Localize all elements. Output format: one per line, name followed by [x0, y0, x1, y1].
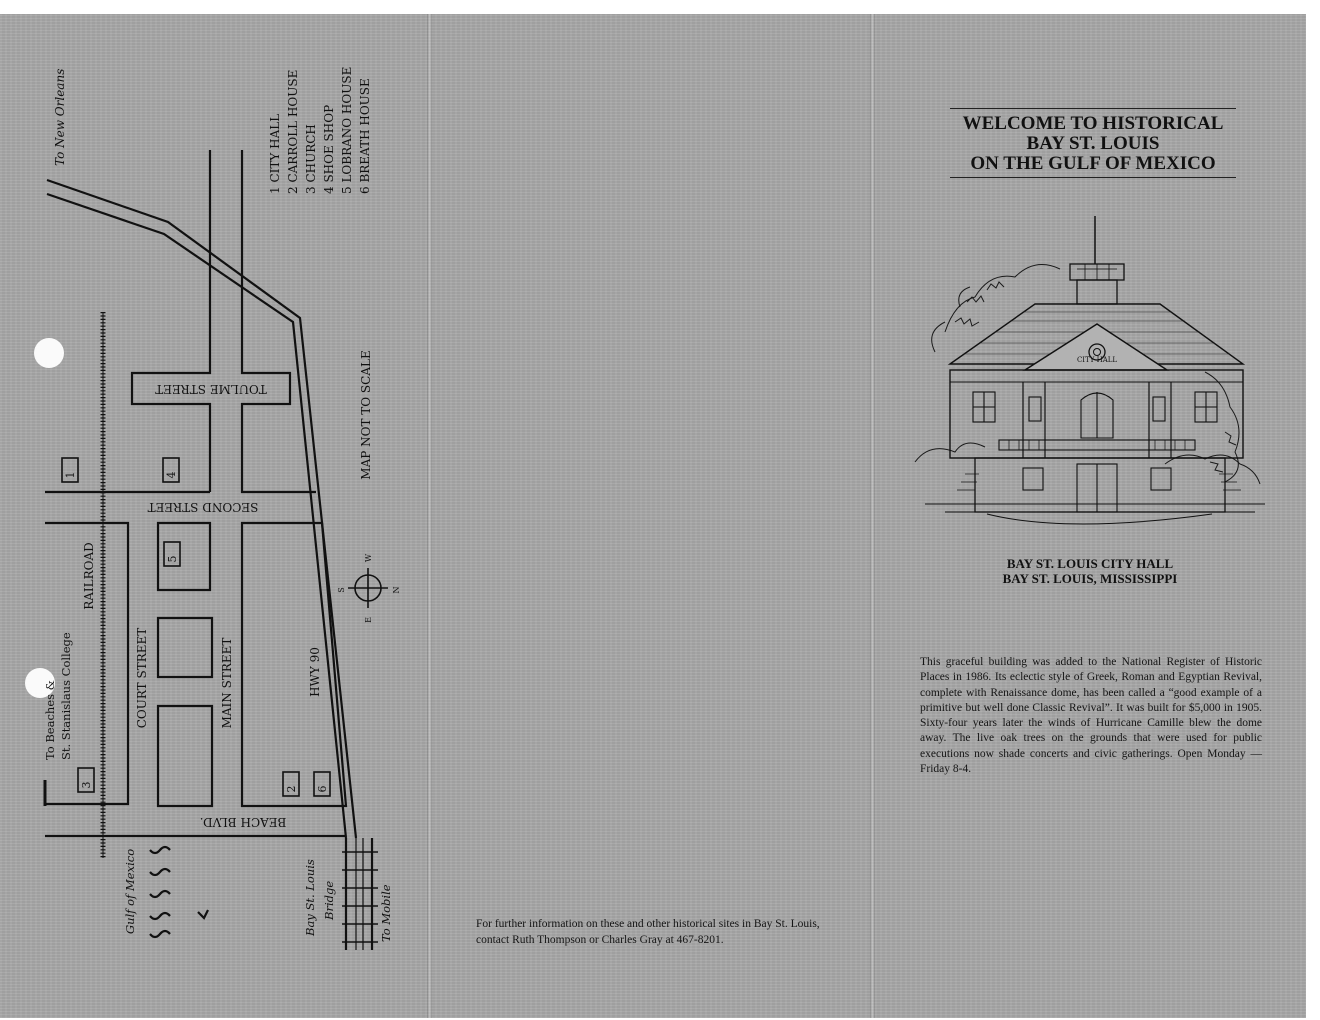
legend-item: 3 CHURCH — [304, 124, 318, 194]
compass-n: N — [392, 586, 401, 594]
gulf-waves — [150, 847, 208, 937]
label-bay-st-louis: Bay St. Louis — [303, 859, 317, 936]
road-new-orleans-inner — [47, 194, 346, 838]
pediment-city-hall: CITY HALL — [1076, 356, 1118, 364]
label-court-street: COURT STREET — [135, 627, 149, 729]
compass-s: S — [337, 587, 346, 593]
legend-item: 6 BREATH HOUSE — [358, 78, 372, 194]
label-main-street: MAIN STREET — [220, 637, 234, 729]
label-hwy-90: HWY 90 — [308, 647, 322, 697]
marker-2: 2 — [285, 785, 298, 793]
welcome-title — [950, 108, 1236, 178]
label-to-new-orleans: To New Orleans — [53, 68, 67, 166]
caption-line: BAY ST. LOUIS, MISSISSIPPI — [1002, 571, 1178, 586]
label-to-mobile: To Mobile — [379, 884, 393, 942]
fold-line-right — [870, 14, 875, 1018]
marker-5: 5 — [166, 555, 179, 563]
label-beach-blvd: BEACH BLVD. — [199, 815, 287, 829]
welcome-line: BAY ST. LOUIS — [1026, 133, 1160, 154]
street-map — [0, 0, 427, 1020]
legend-item: 5 LOBRANO HOUSE — [340, 66, 354, 194]
contact-info: For further information on these and other historical sites in Bay St. Louis, contact Ruth Thompson or Charles Gray at 467-8201. — [476, 918, 820, 946]
label-to-beaches: To Beaches & — [43, 680, 57, 760]
marker-4: 4 — [165, 471, 178, 479]
legend — [268, 67, 372, 194]
illustration-caption — [940, 556, 1240, 586]
label-second-street: SECOND STREET — [147, 500, 259, 514]
compass-icon — [348, 568, 388, 608]
oak-trees — [915, 265, 1260, 485]
legend-item: 4 SHOE SHOP — [322, 104, 336, 194]
label-st-stanislaus: St. Stanislaus College — [59, 632, 73, 760]
compass-w: W — [364, 553, 373, 563]
legend-item: 1 CITY HALL — [268, 113, 282, 194]
marker-6: 6 — [316, 785, 329, 793]
city-hall-description: This graceful building was added to the National Register of Historic Places in 1986. Its eclectic style of Greek, Roman and Egyptian Revival, complete with Renaissance dome, has been called a “good example of a primitive but well done Classic Revival”. It was built for $5,000 in 1905. Sixty-four years later the winds of Hurricane Camille blew the dome away. The live oak trees on the grounds that were used for public executions now shade concerts and civic gatherings. Open Monday — Friday 8-4. — [920, 656, 1262, 776]
caption-line: BAY ST. LOUIS CITY HALL — [1006, 556, 1174, 571]
label-railroad: RAILROAD — [82, 542, 96, 610]
welcome-line: ON THE GULF OF MEXICO — [970, 153, 1216, 174]
legend-item: 2 CARROLL HOUSE — [286, 69, 300, 194]
fold-line-left — [427, 14, 432, 1018]
label-gulf-of-mexico: Gulf of Mexico — [123, 848, 137, 934]
marker-1: 1 — [64, 471, 77, 479]
welcome-line: WELCOME TO HISTORICAL — [962, 113, 1224, 134]
city-hall-illustration — [905, 212, 1295, 532]
label-map-not-to-scale: MAP NOT TO SCALE — [359, 350, 373, 480]
label-toulme-street: TOULME STREET — [155, 382, 267, 396]
marker-3: 3 — [80, 781, 93, 789]
compass-e: E — [364, 617, 373, 623]
label-bridge: Bridge — [322, 880, 336, 920]
